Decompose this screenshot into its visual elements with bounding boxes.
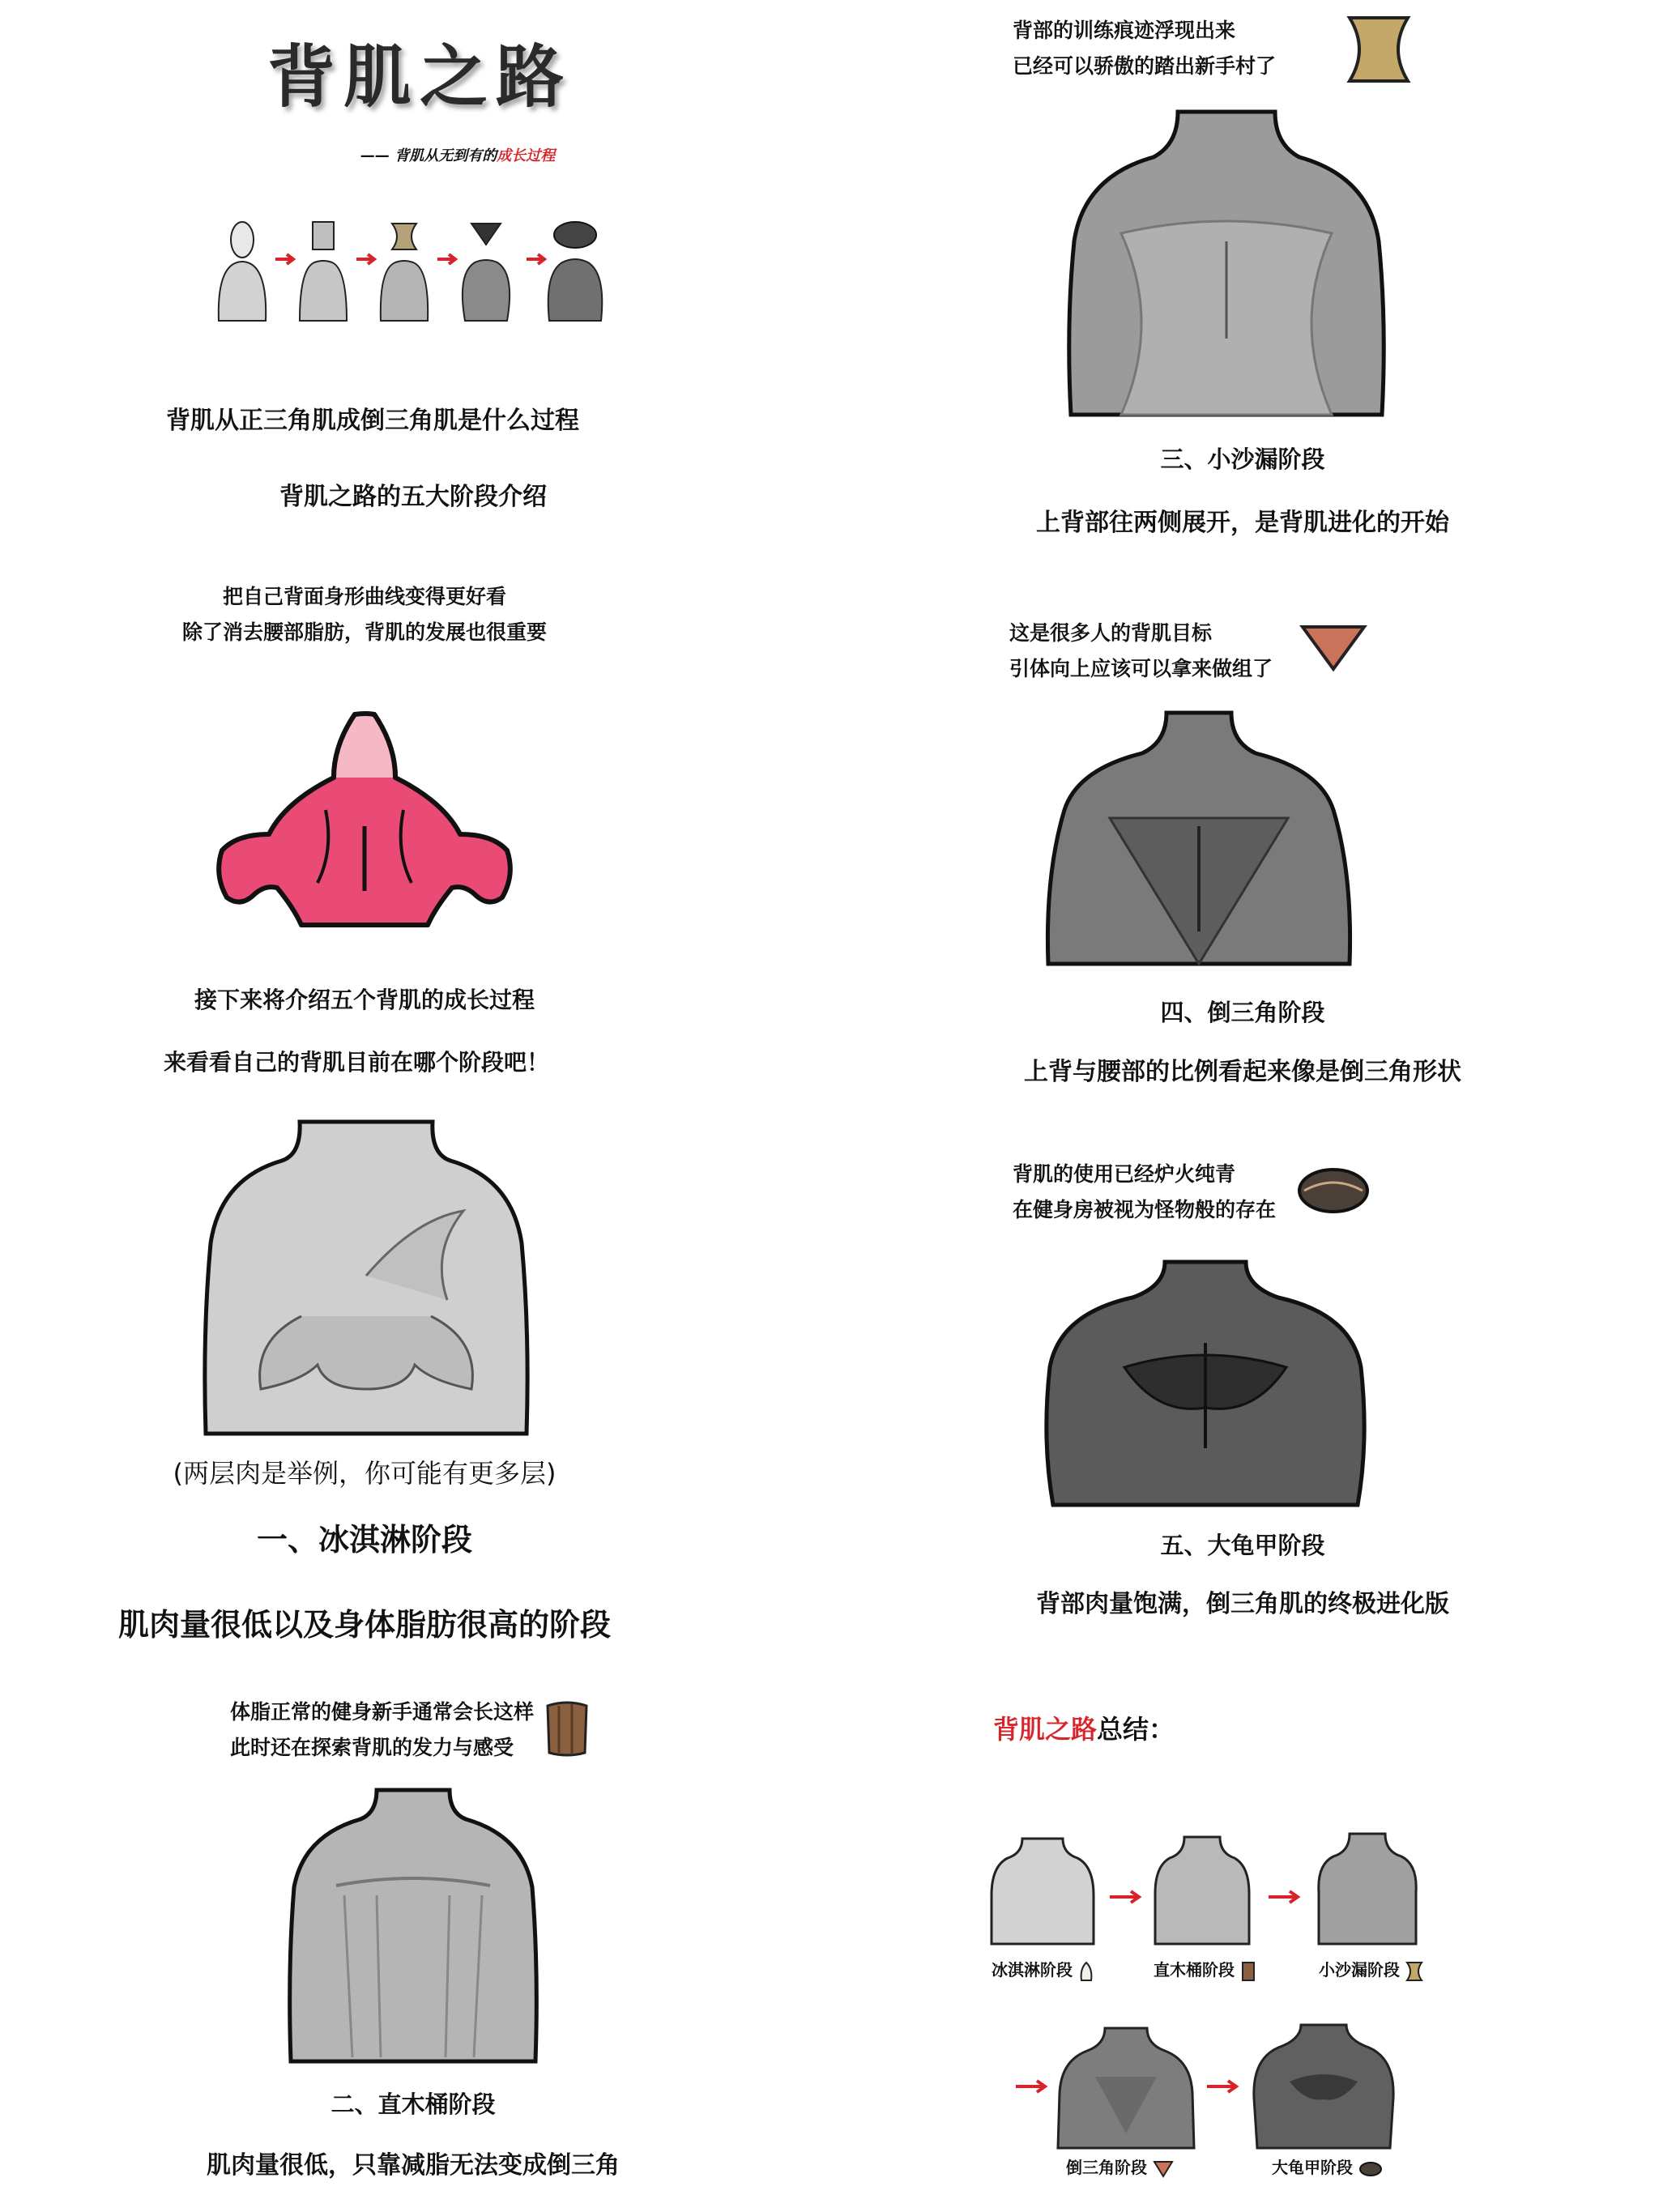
intro-line-2: 除了消去腰部脂肪，背肌的发展也很重要	[181, 620, 547, 644]
summary-heading-highlight: 背肌之路	[993, 1714, 1098, 1745]
summary-label-4-text: 倒三角阶段	[1066, 2158, 1147, 2177]
arrow-right-icon	[1205, 2078, 1241, 2095]
right-column	[830, 0, 1659, 2212]
hourglass-icon	[1405, 1961, 1423, 1982]
page-title: 背肌之路	[267, 36, 573, 117]
stage4-note	[1009, 616, 1273, 687]
stage2-note-line-2: 此时还在探索背肌的发力与感受	[230, 1736, 514, 1759]
next-text-2: 来看看自己的背肌目前在哪个阶段吧！	[163, 1049, 549, 1076]
inverted-triangle-icon	[1299, 624, 1367, 672]
inverted-triangle-icon	[1153, 2160, 1174, 2178]
hourglass-icon	[1345, 13, 1413, 86]
heading-five-stages: 背肌之路的五大阶段介绍	[279, 483, 547, 511]
stage3-note-line-2: 已经可以骄傲的踏出新手村了	[1013, 54, 1277, 78]
pink-mascot-illustration	[212, 713, 520, 927]
stage2-title: 二、直木桶阶段	[331, 2091, 496, 2118]
arrow-right-icon	[1108, 1889, 1144, 1905]
heading-process: 背肌从正三角肌成倒三角肌是什么过程	[166, 407, 579, 435]
stage2-note	[230, 1694, 534, 1766]
turtle-shell-icon	[1358, 2161, 1383, 2177]
turtle-shell-icon	[1296, 1166, 1371, 1215]
stage4-note-line-1: 这是很多人的背肌目标	[1009, 621, 1213, 645]
stage-strip	[217, 217, 614, 322]
page-subtitle	[360, 144, 555, 165]
arrow-right-icon	[527, 254, 544, 264]
summary-figure-3	[1316, 1834, 1419, 1944]
stage2-note-line-1: 体脂正常的健身新手通常会长这样	[230, 1700, 535, 1724]
stage1-desc: 肌肉量很低以及身体脂肪很高的阶段	[117, 1607, 611, 1643]
summary-label-1-text: 冰淇淋阶段	[992, 1960, 1073, 1980]
intro-line-1: 把自己背面身形曲线变得更好看	[222, 585, 506, 608]
strip-figure-3	[381, 224, 428, 321]
summary-heading-rest: 总结：	[1097, 1714, 1175, 1745]
stage5-figure	[1043, 1262, 1367, 1505]
summary-heading	[993, 1709, 1175, 1746]
stage5-note-line-1: 背肌的使用已经炉火纯青	[1013, 1162, 1236, 1186]
arrow-right-icon	[275, 254, 293, 264]
arrow-right-icon	[437, 254, 455, 264]
summary-figure-1	[990, 1839, 1095, 1944]
stage4-figure	[1045, 713, 1353, 964]
arrow-right-icon	[356, 254, 374, 264]
strip-figure-4	[463, 224, 510, 321]
summary-label-3	[1319, 1957, 1423, 1982]
strip-figure-2	[300, 222, 347, 321]
stage5-desc: 背部肉量饱满，倒三角肌的终极进化版	[1036, 1590, 1449, 1618]
arrow-right-icon	[1267, 1889, 1303, 1905]
strip-figure-1	[219, 222, 266, 321]
summary-label-2-text: 直木桶阶段	[1154, 1960, 1235, 1980]
stage3-note	[1013, 13, 1276, 84]
stage4-title: 四、倒三角阶段	[1160, 999, 1325, 1026]
subtitle-highlight: 成长过程	[497, 147, 556, 164]
stage2-figure	[288, 1790, 539, 2061]
stage5-title: 五、大龟甲阶段	[1160, 1532, 1325, 1559]
summary-label-5	[1272, 2154, 1383, 2178]
intro-text	[0, 579, 729, 650]
stage1-note: (两层肉是举例，你可能有更多层)	[173, 1458, 557, 1489]
stage2-desc: 肌肉量很低，只靠减脂无法变成倒三角	[207, 2151, 620, 2180]
summary-label-1	[992, 1957, 1094, 1982]
wood-barrel-icon	[1240, 1961, 1256, 1982]
arrow-right-icon	[1014, 2078, 1050, 2095]
wood-barrel-icon	[544, 1699, 590, 1758]
next-text-1: 接下来将介绍五个背肌的成长过程	[194, 987, 535, 1013]
subtitle-prefix: —— 背肌从无到有的	[360, 147, 497, 164]
summary-figure-5	[1249, 2025, 1398, 2148]
stage3-desc: 上背部往两侧展开，是背肌进化的开始	[1036, 509, 1449, 537]
stage5-note	[1013, 1157, 1276, 1228]
strip-figure-5	[548, 222, 603, 321]
summary-label-2	[1154, 1957, 1256, 1982]
ice-cream-icon	[1078, 1961, 1094, 1982]
summary-label-4	[1066, 2154, 1174, 2178]
stage3-title: 三、小沙漏阶段	[1160, 445, 1325, 473]
summary-label-5-text: 大龟甲阶段	[1272, 2158, 1353, 2177]
stage5-note-line-2: 在健身房被视为怪物般的存在	[1013, 1198, 1277, 1221]
stage4-desc: 上背与腰部的比例看起来像是倒三角形状	[1024, 1058, 1461, 1086]
summary-figure-2	[1152, 1837, 1252, 1944]
summary-label-3-text: 小沙漏阶段	[1319, 1960, 1400, 1980]
summary-figure-4	[1055, 2028, 1197, 2148]
stage1-title: 一、冰淇淋阶段	[256, 1522, 472, 1558]
stage4-note-line-2: 引体向上应该可以拿来做组了	[1009, 657, 1273, 680]
stage3-figure	[1064, 112, 1388, 415]
stage1-figure	[204, 1122, 528, 1434]
stage3-note-line-1: 背部的训练痕迹浮现出来	[1013, 19, 1236, 42]
